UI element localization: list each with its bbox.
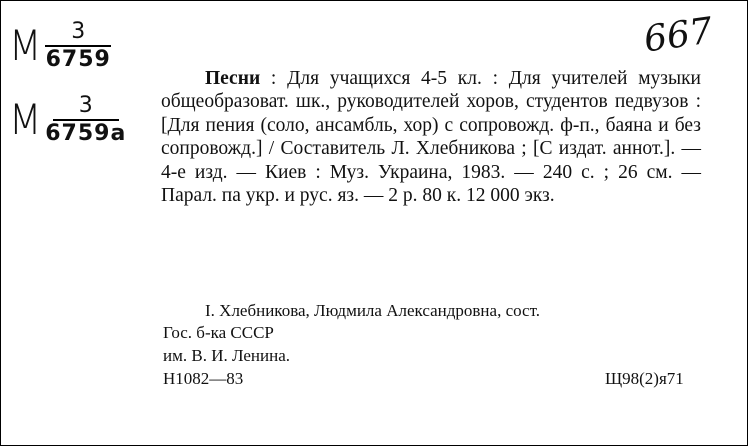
shelf-mark-1 bbox=[7, 21, 111, 71]
shelf-mark-1-letter: М bbox=[8, 21, 42, 70]
shelf-mark-1-denominator: 6759 bbox=[45, 47, 111, 72]
shelf-mark-2-fraction bbox=[45, 95, 126, 145]
corner-number: 667 bbox=[641, 10, 716, 61]
shelf-mark-2 bbox=[7, 95, 126, 145]
record-body: : Для учащихся 4-5 кл. : Для учителей музыки общеобразоват. шк., руководителей хоров, студентов педвузов : [Для пения (соло, ансамбль, хор) с сопровожд. ф-п., баяна и без сопровожд.] / Составитель Л. Хлебникова ; [С издат. аннот.]. — 4-е изд. — Киев : Муз. Украина, 1983. — 240 с. ; 26 см. — Парал. па укр. и рус. яз. — 2 р. 80 к. 12 000 экз. bbox=[161, 68, 701, 207]
shelf-mark-1-numerator: 3 bbox=[71, 19, 86, 44]
classification-code: Щ98(2)я71 bbox=[605, 369, 684, 388]
card-number: Н1082—83 bbox=[163, 369, 244, 388]
record-title: Песни bbox=[205, 68, 261, 89]
description-paragraph bbox=[161, 67, 701, 207]
shelf-mark-2-letter: М bbox=[8, 95, 42, 144]
shelf-mark-2-denominator: 6759а bbox=[45, 121, 127, 146]
library-name-line-1: Гос. б-ка СССР bbox=[163, 323, 274, 342]
tracing-line: I. Хлебникова, Людмила Александровна, сост. bbox=[205, 301, 540, 320]
shelf-mark-1-fraction bbox=[45, 21, 111, 71]
shelf-mark-2-numerator: 3 bbox=[78, 93, 93, 118]
bibliographic-description bbox=[161, 67, 701, 207]
library-name-line-2: им. В. И. Ленина. bbox=[163, 346, 291, 365]
